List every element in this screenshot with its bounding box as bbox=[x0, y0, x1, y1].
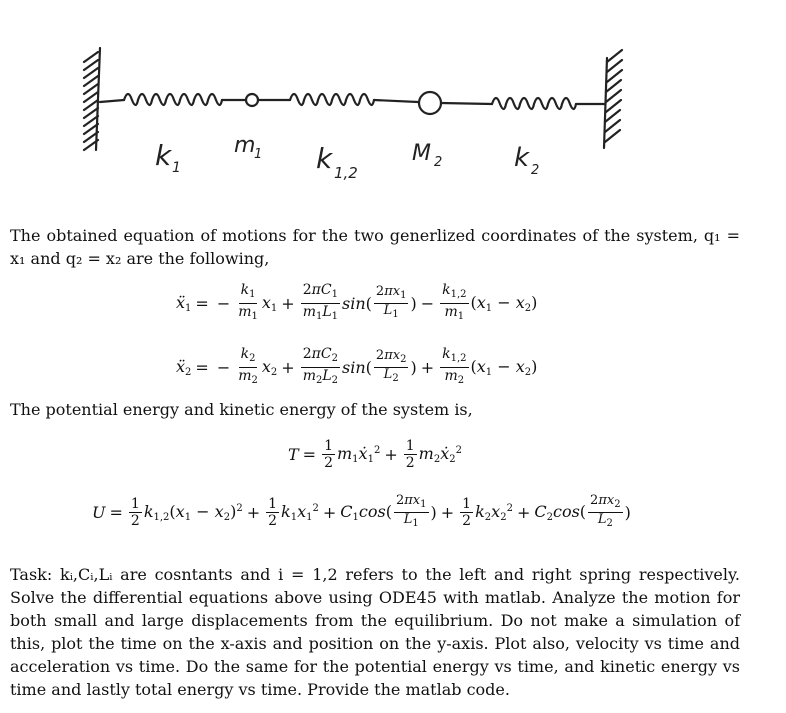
label-m1: m bbox=[234, 133, 256, 158]
label-m2: M bbox=[412, 141, 431, 166]
spring-mass-figure bbox=[0, 0, 786, 200]
svg-text:1: 1 bbox=[172, 160, 181, 176]
spring-k1 bbox=[124, 94, 222, 105]
mass-m2 bbox=[419, 92, 441, 114]
spring-k2 bbox=[492, 98, 576, 109]
equation-x2-ddot: ẍ$_2$ = − $\frac{k_2}{m_2}$ $x_2$ + $\frac{2\pi C_2}{m_2L_2}$ sin( $\frac{2\pi x_2}{L_2}$ ) + $\frac{k_{1,2}}{m_2}$ $(x_1 - x_2)$ bbox=[176, 346, 538, 386]
label-k1: k bbox=[155, 139, 172, 172]
mass-m1 bbox=[246, 94, 258, 106]
label-k2: k bbox=[514, 143, 530, 173]
equation-potential-energy: U = $\frac{1}{2}$ $k_{1,2}(x_1 - x_2)^2$ + $\frac{1}{2}$ $k_1x_1^2$ + $C_1\cos$( $\frac{2\pi x_1}{L_1}$ ) + $\frac{1}{2}$ $k_2x_2^2$ + $C_2\cos$( $\frac{2\pi x_2}{L_2}$ ) bbox=[92, 493, 631, 529]
svg-text:1,2: 1,2 bbox=[334, 164, 358, 182]
svg-text:2: 2 bbox=[434, 155, 443, 170]
svg-text:1: 1 bbox=[254, 147, 263, 162]
energy-intro: The potential energy and kinetic energy of the system is, bbox=[10, 400, 473, 419]
equation-kinetic-energy: T = $\frac{1}{2}$ $m_1ẋ_1^2$ + $\frac{1}{2}$ $m_2ẋ_2^2$ bbox=[288, 438, 462, 471]
equation-x1-ddot: ẍ$_1$ = − $\frac{k_1}{m_1}$ $x_1$ + $\frac{2\pi C_1}{m_1L_1}$ sin( $\frac{2\pi x_1}{L_1}$ ) − $\frac{k_{1,2}}{m_1}$ $(x_1 - x_2)$ bbox=[176, 282, 538, 322]
label-k12: k bbox=[316, 142, 333, 175]
svg-text:2: 2 bbox=[531, 163, 540, 178]
task-paragraph: Task: kᵢ,Cᵢ,Lᵢ are cosntants and i = 1,2 refers to the left and right spring respectively. Solve the differential equations above using ODE45 with matlab. Analyze the motion for both small and large displacements from the equilibrium. Do not make a simulation of this, plot the time on the x-axis and position on the y-axis. Plot also, velocity vs time and acceleration vs time. Do the same for the potential energy vs time, and kinetic energy vs time and lastly total energy vs time. Provide the matlab code. bbox=[10, 565, 740, 699]
intro-paragraph: The obtained equation of motions for the two generlized coordinates of the system, q₁ = x₁ and q₂ = x₂ are the following, bbox=[10, 226, 740, 268]
spring-k12 bbox=[290, 94, 374, 105]
